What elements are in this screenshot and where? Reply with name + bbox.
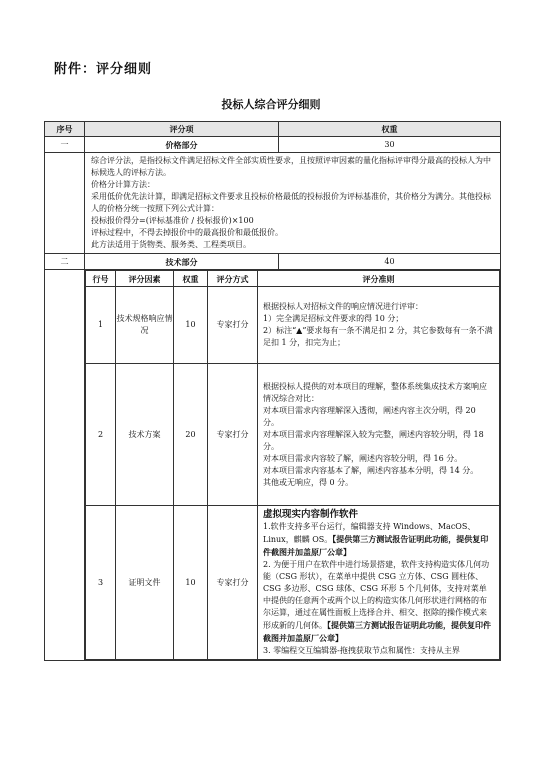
tech-row-criteria: 根据投标人对招标文件的响应情况进行评审： 1）完全满足招标文件要求的得 10 分； 2）标注“▲”要求每有一条不满足扣 2 分，其它参数每有一条不满足扣 1 分，扣完为止； [258, 287, 500, 364]
document-title: 投标人综合评分细则 [221, 98, 321, 111]
tech-criteria-header [86, 271, 500, 287]
section-price-weight: 30 [279, 137, 501, 153]
tech-row-criteria: 虚拟现实内容制作软件 1.软件支持多平台运行，编辑器支持 Windows、MacOS、Linux，麒麟 OS。【提供第三方测试报告证明此功能，提供复印件截图并加盖原厂公章】 2. 为便于用户在软件中进行场景搭建，软件支持构造实体几何功能（CSG 形状），在菜单中提供 CSG 立方体、CSG 圆柱体、CSG 多边形、CSG 球体、CSG 环形 5 个几何体，支持对菜单中提供的任意两个或两个以上的构造实体几何形状进行网格的布尔运算，通过在属性面板上选择合并、相交、抠除的操作模式来形成新的几何体。【提供第三方测试报告证明此功能，提供复印件截图并加盖原厂公章】 3. 零编程交互编辑器-拖拽获取节点和属性：支持从主界 [258, 506, 500, 660]
tech-header-weight: 权重 [174, 271, 208, 287]
tech-row-no: 2 [86, 364, 116, 506]
price-line: 此方法适用于货物类、服务类、工程类项目。 [91, 240, 251, 249]
page-heading: 附件：评分细则 [54, 62, 153, 77]
tech-row [86, 287, 500, 364]
price-line: 价格分计算方法： [91, 180, 155, 189]
price-line: 采用低价优先法计算，即满足招标文件要求且投标价格最低的投标报价为评标基准价，其价格分为满分。其他投标人的价格分统一按照下列公式计算： [91, 192, 491, 213]
header-item: 评分项 [85, 122, 279, 137]
tech-row-no: 3 [86, 506, 116, 660]
section-tech-row [45, 254, 501, 270]
tech-row-weight: 10 [174, 287, 208, 364]
tech-row-method: 专家打分 [208, 287, 258, 364]
section-tech-name: 技术部分 [85, 254, 279, 270]
tech-criteria-table [85, 270, 500, 660]
tech-detail-cell [85, 270, 501, 661]
tech-row-weight: 10 [174, 506, 208, 660]
price-description [85, 153, 501, 254]
tech-row-weight: 20 [174, 364, 208, 506]
header-no: 序号 [45, 122, 85, 137]
price-line: 综合评分法，是指投标文件满足招标文件全部实质性要求，且按照评审因素的量化指标评审得分最高的投标人为中标候选人的评标方法。 [91, 156, 491, 177]
price-description-row [45, 153, 501, 254]
tech-header-no: 行号 [86, 271, 116, 287]
proof-note: 【提供第三方测试报告证明此功能，提供复印件截图并加盖原厂公章】 [263, 620, 491, 643]
tech-row-factor: 证明文件 [116, 506, 174, 660]
table-header-row [45, 122, 501, 137]
tech-row [86, 364, 500, 506]
tech-header-method: 评分方式 [208, 271, 258, 287]
tech-row [86, 506, 500, 660]
section-tech-weight: 40 [279, 254, 501, 270]
tech-header-factor: 评分因素 [116, 271, 174, 287]
price-line: 评标过程中，不得去掉报价中的最高报价和最低报价。 [91, 228, 283, 237]
tech-row-factor: 技术方案 [116, 364, 174, 506]
price-formula: 投标报价得分=(评标基准价 / 投标报价)×100 [91, 216, 254, 225]
section-price-name: 价格部分 [85, 137, 279, 153]
software-title: 虚拟现实内容制作软件 [263, 509, 359, 520]
section-price-row [45, 137, 501, 153]
header-weight: 权重 [279, 122, 501, 137]
tech-row-no: 1 [86, 287, 116, 364]
proof-note: 【提供第三方测试报告证明此功能，提供复印件截图并加盖原厂公章】 [263, 534, 489, 557]
scoring-table-wrapper [44, 121, 500, 661]
tech-row-criteria: 根据投标人提供的对本项目的理解，整体系统集成技术方案响应情况综合对比： 对本项目需求内容理解深入透彻，阐述内容主次分明，得 20 分。 对本项目需求内容理解深入较为完整，阐述内容较分明，得 18 分。 对本项目需求内容较了解，阐述内容较分明，得 16 分。 对本项目需求内容基本了解，阐述内容基本分明，得 14 分。 其他或无响应，得 0 分。 [258, 364, 500, 506]
tech-row-method: 专家打分 [208, 364, 258, 506]
tech-row-factor: 技术规格响应情况 [116, 287, 174, 364]
tech-detail-row [45, 270, 501, 661]
tech-row-method: 专家打分 [208, 506, 258, 660]
tech-header-criteria: 评分准则 [258, 271, 500, 287]
section-price-no: 一 [45, 137, 85, 153]
section-tech-no: 二 [45, 254, 85, 270]
scoring-table [44, 121, 501, 661]
